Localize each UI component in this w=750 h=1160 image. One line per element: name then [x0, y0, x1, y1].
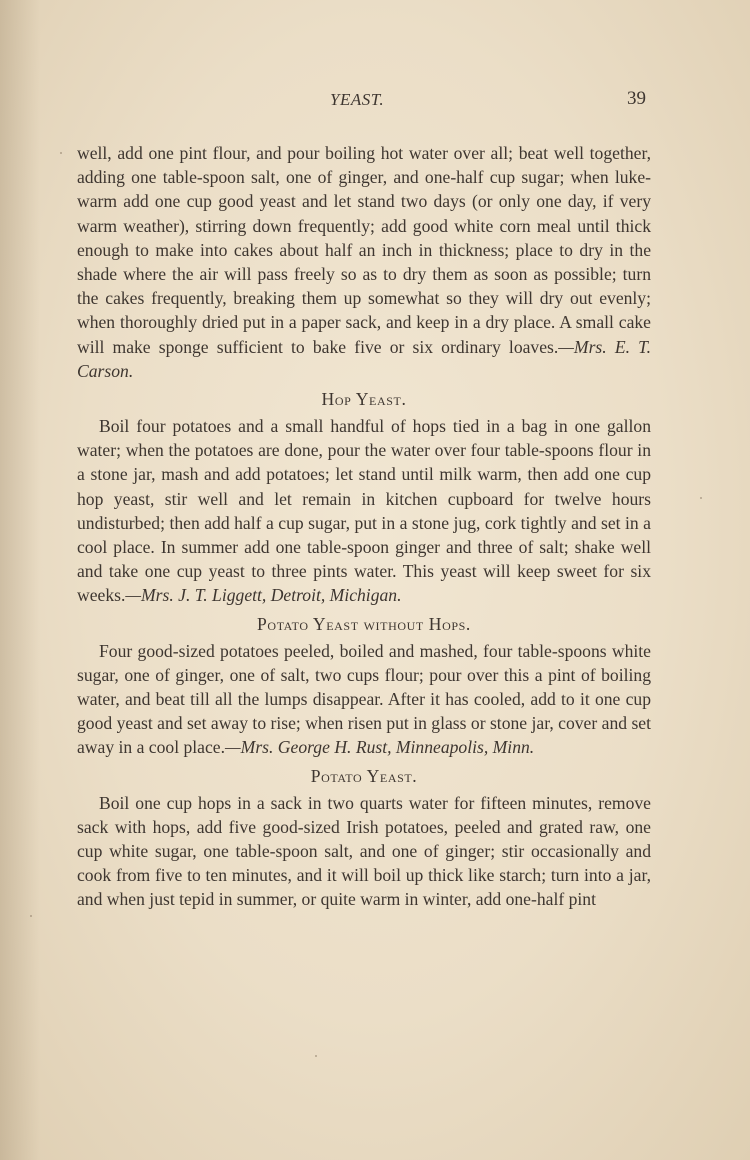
- recipe-text-hop-yeast: [77, 414, 651, 608]
- recipe-text-potato-yeast: [77, 791, 651, 912]
- paragraph-text: well, add one pint flour, and pour boiling hot water over all; beat well together, adding one table-spoon salt, one of ginger, and one-half cup sugar; when luke-warm add one cup good yeast and let stand two days (or only one day, if very warm weather), stirring down frequently; add good white corn meal until thick enough to make into cakes about half an inch in thickness; place to dry in the shade where the air will pass freely so as to dry them as soon as possible; turn the cakes frequently, breaking them up somewhat so they will dry out evenly; when thoroughly dried put in a paper sack, and keep in a dry place. A small cake will make sponge sufficient to bake five or six ordinary loaves.: [77, 143, 651, 357]
- recipe-heading-potato-yeast-without-hops: Potato Yeast without Hops.: [257, 613, 471, 634]
- running-head: [0, 90, 750, 118]
- paper-speck: [315, 1055, 317, 1057]
- paper-speck: [30, 915, 32, 917]
- recipe-heading-hop-yeast: Hop Yeast.: [321, 389, 407, 410]
- attribution: —Mrs. E. T. Carson.: [77, 336, 651, 381]
- attribution: —Mrs. George H. Rust, Minneapolis, Minn.: [225, 737, 535, 758]
- paper-speck: [60, 152, 62, 154]
- recipe-body: Boil four potatoes and a small handful of hops tied in a bag in one gallon water; when the potatoes are done, pour the water over four table-spoons flour in a stone jar, mash and add potatoes; let stand until milk warm, then add one cup hop yeast, stir well and let remain in kitchen cupboard for twelve hours undisturbed; then add half a cup sugar, put in a stone jug, cork tightly and set in a cool place. In summer add one table-spoon ginger and three of salt; shake well and take one cup yeast to three pints water. This yeast will keep sweet for six weeks.: [77, 416, 651, 606]
- page-number: 39: [627, 88, 646, 109]
- running-head-title: YEAST.: [330, 90, 385, 109]
- paper-speck: [700, 497, 702, 499]
- recipe-body: Boil one cup hops in a sack in two quarts water for fifteen minutes, remove sack with hops, add five good-sized Irish potatoes, peeled and grated raw, one cup white sugar, one table-spoon salt, and one of ginger; stir occasionally and cook from five to ten minutes, and it will boil up thick like starch; turn into a jar, and when just tepid in summer, or quite warm in winter, add one-half pint: [77, 792, 651, 910]
- recipe-body: Four good-sized potatoes peeled, boiled and mashed, four table-spoons white sugar, one of ginger, one of salt, two cups flour; pour over this a pint of boiling water, and beat till all the lumps disappear. After it has cooled, add to it one cup good yeast and set away to rise; when risen put in glass or stone jar, cover and set away in a cool place.: [77, 640, 651, 758]
- page-body: [77, 141, 651, 912]
- attribution: —Mrs. J. T. Liggett, Detroit, Michigan.: [125, 585, 402, 606]
- recipe-text-potato-yeast-without-hops: [77, 639, 651, 760]
- recipe-heading-potato-yeast: Potato Yeast.: [310, 765, 418, 786]
- continued-paragraph: [77, 141, 651, 383]
- binding-shadow: [0, 0, 40, 1160]
